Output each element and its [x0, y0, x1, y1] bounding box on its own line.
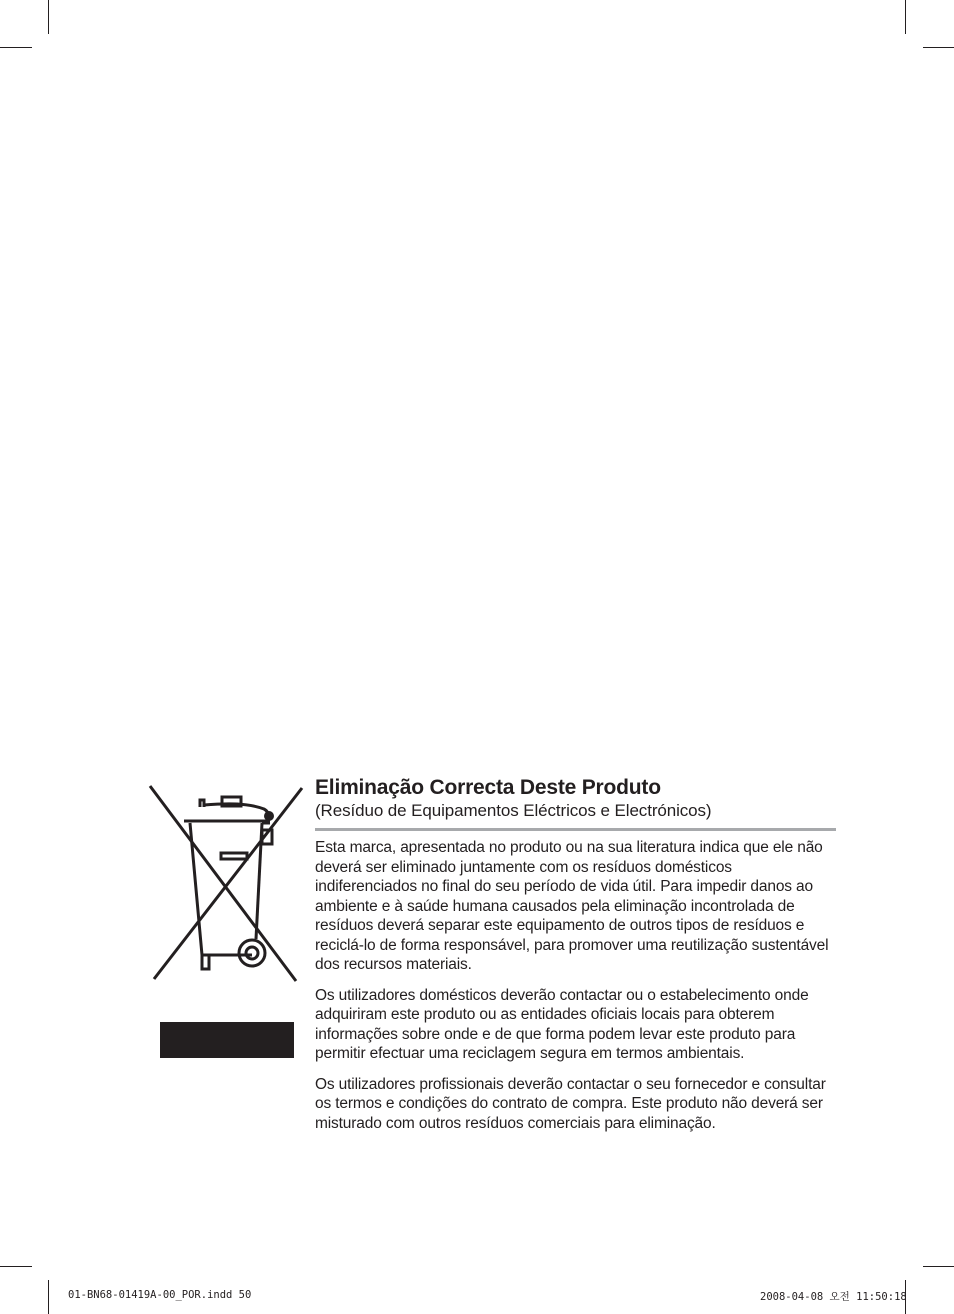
paragraph-household-users: Os utilizadores domésticos deverão contactar ou o estabelecimento onde adquiriram este produto ou as entidades oficiais locais para obterem informações sobre onde e de que forma podem levar este produto para permitir efectuar uma reciclagem segura em termos ambientais.	[315, 986, 809, 1062]
paragraph-marking: Esta marca, apresentada no produto ou na sua literatura indica que ele não deverá ser eliminado juntamente com os resíduos domésticos indiferenciados no final do seu período de vida útil. Para impedir danos ao ambiente e à saúde humana causados pela eliminação incontrolada de resíduos deverá separar este equipamento de outros tipos de resíduos e reciclá-lo de forma responsável, para promover uma reutilização sustentável dos recursos materiais.	[315, 839, 829, 973]
crop-mark-top-left-vertical	[48, 0, 49, 34]
crop-mark-top-left-horizontal	[0, 47, 32, 48]
paragraph-business-users: Os utilizadores profissionais deverão contactar o seu fornecedor e consultar os termos e condições do contrato de compra. Este produto não deverá ser misturado com outros resíduos comerciais para eliminação.	[315, 1075, 826, 1132]
crop-mark-bottom-left-horizontal	[0, 1266, 32, 1267]
crossed-out-wheelie-bin-icon	[148, 783, 304, 983]
footer-timestamp: 2008-04-08 오전 11:50:18	[760, 1291, 907, 1303]
disposal-date-bar	[160, 1022, 294, 1058]
disposal-section	[315, 776, 836, 1144]
crop-mark-top-right-vertical	[905, 0, 906, 34]
footer-file-name: 01-BN68-01419A-00_POR.indd 50	[68, 1289, 252, 1301]
crop-mark-top-right-horizontal	[923, 47, 954, 48]
section-divider	[315, 828, 836, 831]
crop-mark-bottom-right-horizontal	[923, 1266, 954, 1267]
crop-mark-bottom-left-vertical	[48, 1280, 49, 1314]
section-subtitle: (Resíduo de Equipamentos Eléctricos e Electrónicos)	[315, 801, 712, 820]
section-title: Eliminação Correcta Deste Produto	[315, 776, 661, 799]
